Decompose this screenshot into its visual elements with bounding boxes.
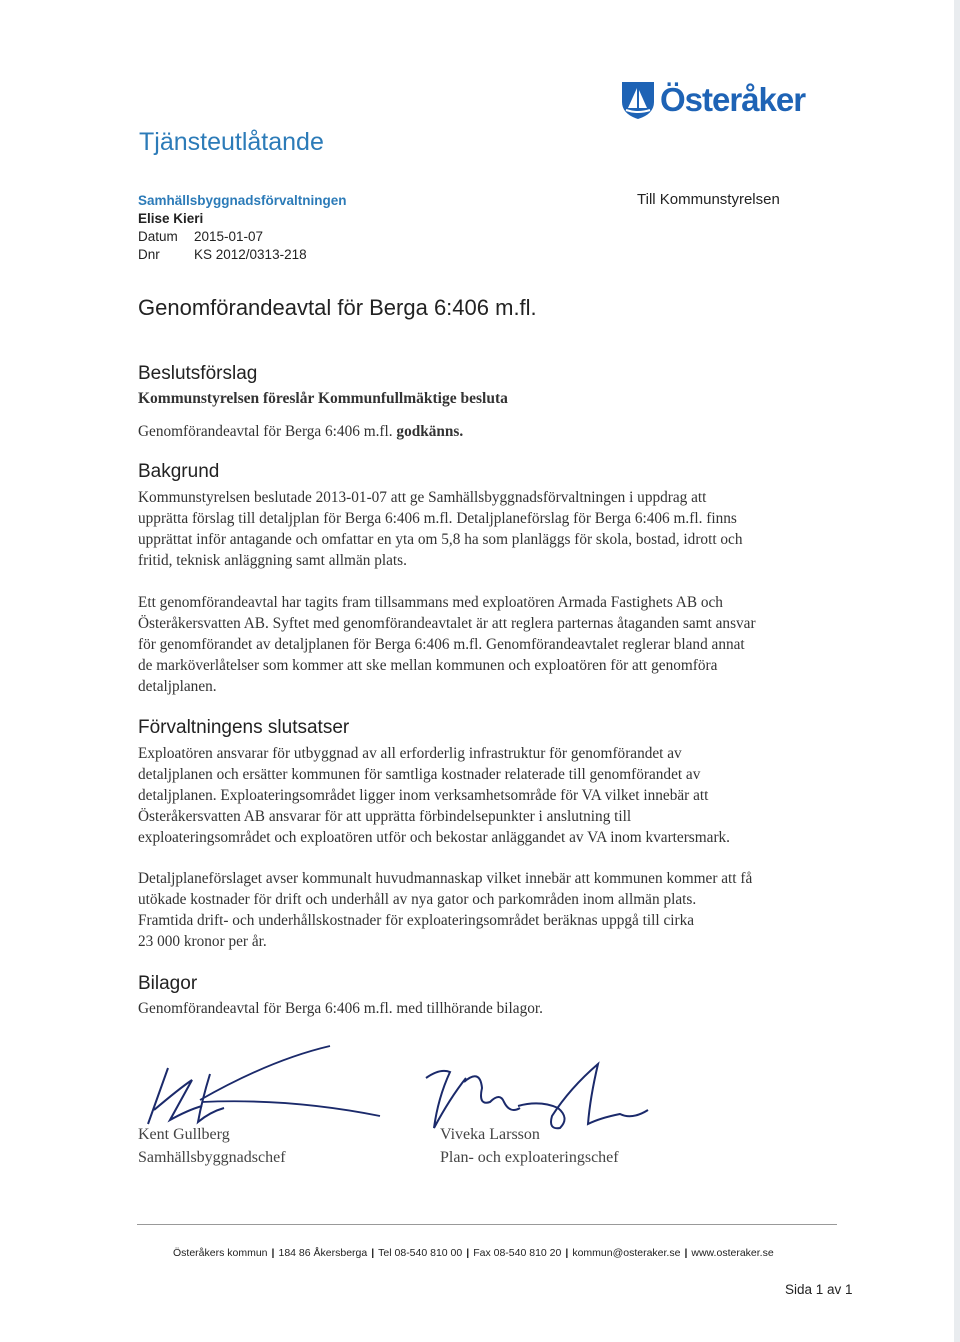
municipality-logo (620, 80, 805, 120)
text-line: 23 000 kronor per år. (138, 933, 267, 950)
footer-org: Österåkers kommun (173, 1247, 268, 1259)
text-line: upprättat inför antagande och omfattar en yta om 5,8 ha som planläggs för skola, bostad, idrott och (138, 531, 743, 548)
signature-kent-gullberg (140, 1040, 400, 1130)
slutsatser-heading: Förvaltningens slutsatser (138, 717, 350, 738)
coat-of-arms-icon (620, 80, 656, 120)
date-label: Datum (138, 229, 178, 244)
signature-block-2 (440, 1123, 619, 1169)
text-line: Exploatören ansvarar för utbyggnad av all erforderlig infrastruktur för genomförandet av (138, 745, 682, 762)
slutsatser-paragraph-2 (138, 868, 858, 952)
document-type-heading: Tjänsteutlåtande (139, 128, 324, 156)
bilagor-heading: Bilagor (138, 973, 198, 994)
reference-row (138, 246, 347, 264)
text-line: detaljplanen. (138, 678, 217, 695)
text-line: detaljplanen. Exploateringsområdet ligger inom verksamhetsområde för VA vilket innebär att (138, 787, 709, 804)
bilagor-text: Genomförandeavtal för Berga 6:406 m.fl. med tillhörande bilagor. (138, 1000, 543, 1017)
sender-block (138, 192, 347, 264)
footer-address: 184 86 Åkersberga (278, 1247, 368, 1259)
beslut-subheading: Kommunstyrelsen föreslår Kommunfullmäktige besluta (138, 390, 508, 407)
beslut-heading: Beslutsförslag (138, 363, 258, 384)
text-line: Österåkersvatten AB ansvarar för att upprätta förbindelsepunkter i anslutning till (138, 808, 632, 825)
footer-divider (137, 1224, 837, 1225)
text-line: de marköverlåtelser som kommer att ske mellan kommunen och exploatören för att genomföra (138, 657, 718, 674)
scan-edge (954, 0, 960, 1342)
text-line: Framtida drift- och underhållskostnader för exploateringsområdet beräknas uppgå till cirka (138, 912, 695, 929)
logo-wordmark: Österåker (660, 81, 806, 118)
bakgrund-paragraph-1 (138, 487, 858, 571)
date-value: 2015-01-07 (194, 229, 264, 244)
reference-label: Dnr (138, 247, 160, 262)
signatory-title: Plan- och exploateringschef (440, 1149, 619, 1166)
text-line: exploateringsområdet och exploatören utför och bekostar anläggandet av VA inom kvartersmark. (138, 829, 731, 846)
signatory-title: Samhällsbyggnadschef (138, 1149, 286, 1166)
text-line: Detaljplaneförslaget avser kommunalt huvudmannaskap vilket innebär att kommunen kommer att få (138, 870, 753, 887)
beslut-text (138, 421, 858, 442)
footer-contact: Österåkers kommun | 184 86 Åkersberga | Tel 08-540 810 00 | Fax 08-540 810 20 | kommun@osteraker.se | www.osteraker.se (173, 1247, 774, 1259)
text-line: Österåkersvatten AB. Syftet med genomförandeavtalet är att reglera parternas åtaganden samt ansvar (138, 615, 756, 632)
text-line: detaljplanen och ersätter kommunen för samtliga kostnader relaterade till genomförandet av (138, 766, 701, 783)
footer-phone: Tel 08-540 810 00 (378, 1247, 463, 1259)
text-line: för genomförandet av detaljplanen för Berga 6:406 m.fl. Genomförandeavtalet reglerar bland annat (138, 636, 745, 653)
slutsatser-paragraph-1 (138, 743, 858, 848)
reference-value: KS 2012/0313-218 (194, 247, 307, 262)
sender-department: Samhällsbyggnadsförvaltningen (138, 193, 347, 208)
text-line: upprätta förslag till detaljplan för Berga 6:406 m.fl. Detaljplaneförslag för Berga 6:406 m.fl. finns (138, 510, 737, 527)
recipient: Till Kommunstyrelsen (637, 191, 780, 208)
text-line: Ett genomförandeavtal har tagits fram tillsammans med exploatören Armada Fastighets AB och (138, 594, 723, 611)
bakgrund-paragraph-2 (138, 592, 858, 697)
sender-person: Elise Kieri (138, 211, 204, 226)
text-line: utökade kostnader för drift och underhåll av nya gator och parkområden inom allmän plats. (138, 891, 697, 908)
text-line: fritid, teknisk anläggning samt allmän plats. (138, 552, 407, 569)
footer-fax: Fax 08-540 810 20 (473, 1247, 562, 1259)
text-line: Kommunstyrelsen beslutade 2013-01-07 att ge Samhällsbyggnadsförvaltningen i uppdrag att (138, 489, 707, 506)
beslut-text-main: Genomförandeavtal för Berga 6:406 m.fl. (138, 423, 397, 440)
signatory-name: Viveka Larsson (440, 1126, 540, 1143)
footer-web: www.osteraker.se (691, 1247, 774, 1259)
date-row (138, 228, 347, 246)
bakgrund-heading: Bakgrund (138, 461, 220, 482)
page-number: Sida 1 av 1 (785, 1282, 853, 1297)
signatory-name: Kent Gullberg (138, 1126, 230, 1143)
footer-email: kommun@osteraker.se (572, 1247, 681, 1259)
beslut-text-bold: godkänns. (396, 423, 464, 440)
signature-block-1 (138, 1123, 286, 1169)
page-title: Genomförandeavtal för Berga 6:406 m.fl. (138, 295, 537, 320)
